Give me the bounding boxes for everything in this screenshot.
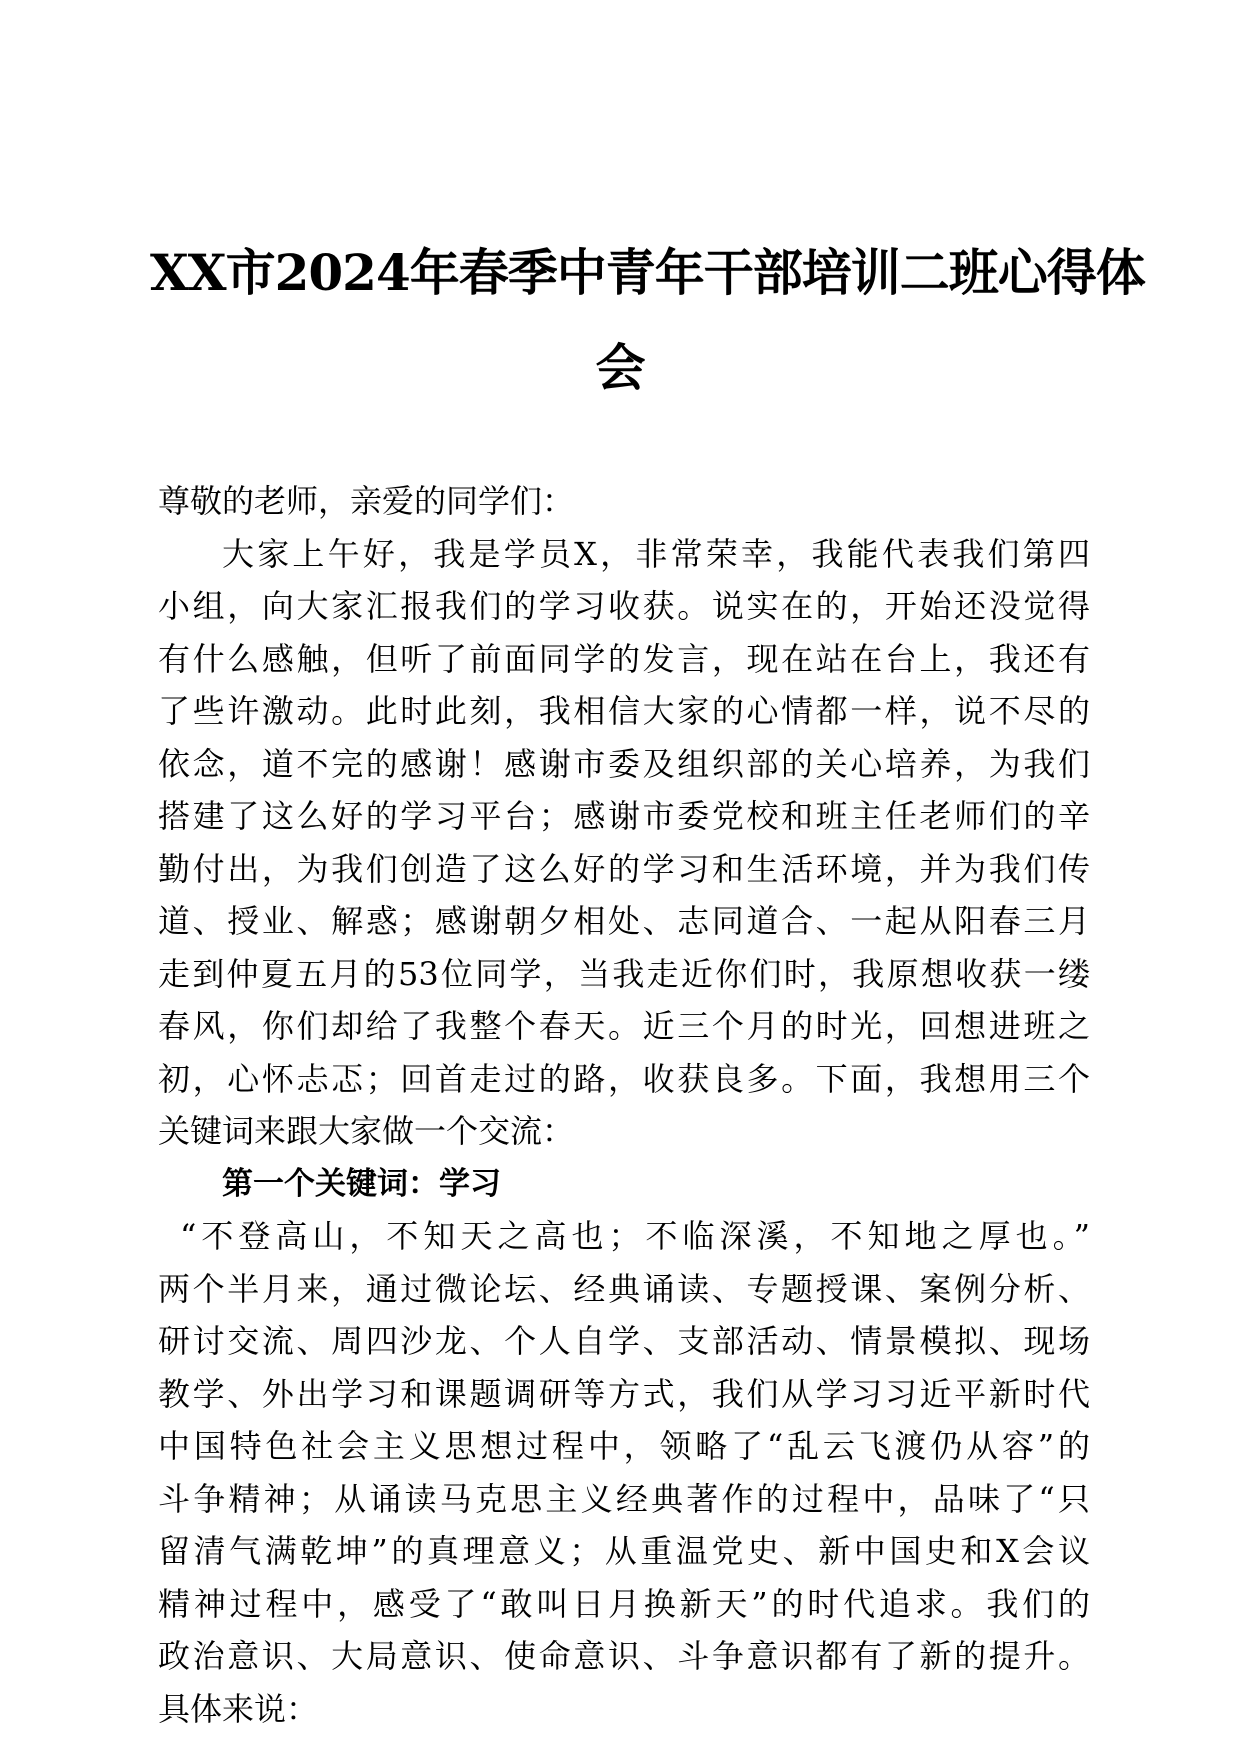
title-line-2: 会	[595, 338, 645, 397]
paragraph-line: 小组，向大家汇报我们的学习收获。说实在的，开始还没觉得	[158, 587, 1090, 625]
paragraph-line: 初，心怀忐忑；回首走过的路，收获良多。下面，我想用三个	[158, 1059, 1090, 1098]
paragraph-line: 中国特色社会主义思想过程中，领略了“乱云飞渡仍从容”的	[158, 1427, 1090, 1465]
section-heading: 第一个关键词：学习	[222, 1165, 501, 1202]
paragraph-line: 大家上午好，我是学员X，非常荣幸，我能代表我们第四	[222, 534, 1090, 573]
paragraph-line: 有什么感触，但听了前面同学的发言，现在站在台上，我还有	[158, 639, 1090, 678]
document-body	[158, 475, 1090, 1735]
paragraph-line: 留清气满乾坤”的真理意义；从重温党史、新中国史和X会议	[158, 1532, 1090, 1570]
paragraph-line: 走到仲夏五月的53位同学，当我走近你们时，我原想收获一缕	[158, 954, 1090, 993]
paragraph-line: 依念，道不完的感谢！感谢市委及组织部的关心培养，为我们	[158, 744, 1090, 783]
paragraph-line: 道、授业、解惑；感谢朝夕相处、志同道合、一起从阳春三月	[158, 902, 1090, 940]
paragraph-line: 关键词来跟大家做一个交流：	[158, 1112, 575, 1150]
salutation: 尊敬的老师，亲爱的同学们：	[158, 482, 575, 520]
paragraph-line: 教学、外出学习和课题调研等方式，我们从学习习近平新时代	[158, 1374, 1090, 1413]
document-title	[150, 225, 1145, 415]
paragraph-line: 斗争精神；从诵读马克思主义经典著作的过程中，品味了“只	[158, 1479, 1090, 1518]
paragraph-line: 了些许激动。此时此刻，我相信大家的心情都一样，说不尽的	[158, 692, 1090, 730]
title-line-1: XX市2024年春季中青年干部培训二班心得体	[150, 243, 1145, 302]
paragraph-line: 具体来说：	[158, 1689, 319, 1728]
paragraph-line: 政治意识、大局意识、使命意识、斗争意识都有了新的提升。	[158, 1637, 1090, 1675]
paragraph-line: 搭建了这么好的学习平台；感谢市委党校和班主任老师们的辛	[158, 797, 1090, 835]
paragraph-line: 精神过程中，感受了“敢叫日月换新天”的时代追求。我们的	[158, 1584, 1090, 1623]
paragraph-line: 春风，你们却给了我整个春天。近三个月的时光，回想进班之	[158, 1007, 1090, 1045]
paragraph-line: 勤付出，为我们创造了这么好的学习和生活环境，并为我们传	[158, 849, 1090, 888]
paragraph-line: 两个半月来，通过微论坛、经典诵读、专题授课、案例分析、	[158, 1269, 1090, 1308]
paragraph-line: “不登高山，不知天之高也；不临深溪，不知地之厚也。”	[180, 1217, 1090, 1255]
paragraph-line: 研讨交流、周四沙龙、个人自学、支部活动、情景模拟、现场	[158, 1322, 1090, 1360]
